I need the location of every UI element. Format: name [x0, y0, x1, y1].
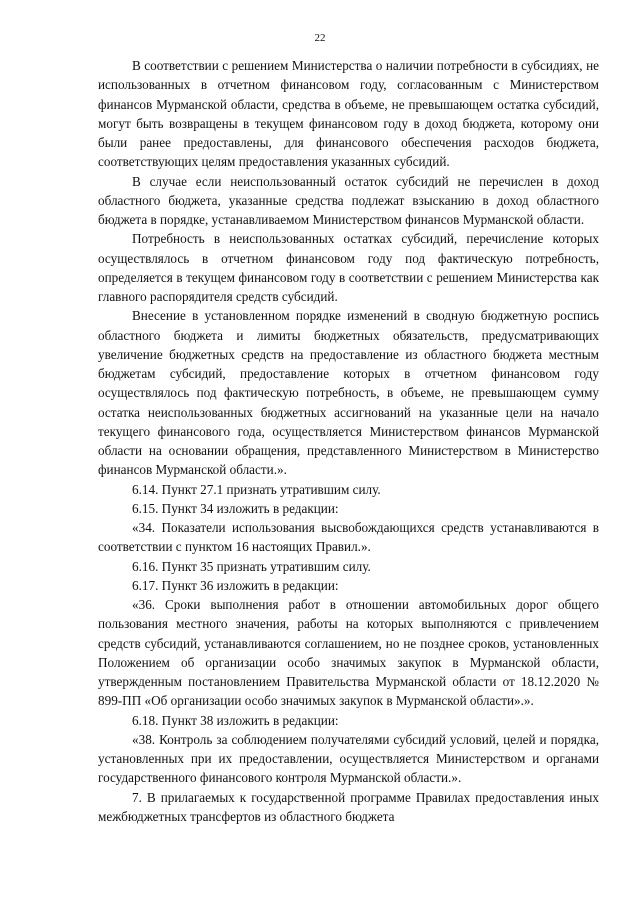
document-body — [98, 56, 599, 826]
page-number: 22 — [314, 32, 326, 44]
paragraph-recovery-of-unused-balance: В случае если неиспользованный остаток субсидий не перечислен в доход областного бюджета, указанные средства подлежат взысканию в доход областного бюджета в порядке, устанавливаемом Министерством финансов Мурманской области. — [98, 173, 599, 227]
paragraph-clause-36: «36. Сроки выполнения работ в отношении автомобильных дорог общего пользования местного значения, работы на которых выполняются с привлечением средств субсидий, устанавливаются соглашением, но не позднее сроков, установленных Положением об организации особо значимых закупок в Мурманской области, утвержденным постановлением Правительства Мурманской области от 18.12.2020 № 899-ПП «Об организации особо значимых закупок в Мурманской области».». — [98, 597, 599, 709]
paragraph-clause-34: «34. Показатели использования высвобождающихся средств устанавливаются в соответствии с пунктом 16 настоящих Правил.». — [98, 520, 599, 555]
paragraph-7: 7. В прилагаемых к государственной программе Правилах предоставления иных межбюджетных трансфертов из областного бюджета — [98, 789, 599, 824]
paragraph-6-15: 6.15. Пункт 34 изложить в редакции: — [132, 500, 339, 516]
paragraph-6-16: 6.16. Пункт 35 признать утратившим силу. — [132, 558, 371, 574]
paragraph-return-of-subsidies: В соответствии с решением Министерства о наличии потребности в субсидиях, не использованных в отчетном финансовом году, согласованным с Министерством финансов Мурманской области, средства в объеме, не превышающем остатка субсидий, могут быть возвращены в текущем финансовом году в доход бюджета, которому они были ранее предоставлены, для финансового обеспечения расходов бюджета, соответствующих целям предоставления указанных субсидий. — [98, 58, 599, 170]
paragraph-6-17: 6.17. Пункт 36 изложить в редакции: — [132, 577, 339, 593]
paragraph-6-14: 6.14. Пункт 27.1 признать утратившим силу. — [132, 481, 381, 497]
paragraph-budget-changes: Внесение в установленном порядке изменений в сводную бюджетную роспись областного бюджета и лимиты бюджетных обязательств, предусматривающих увеличение бюджетных средств на предоставление из областного бюджета местным бюджетам субсидий, предоставление которых в отчетном финансовом году осуществлялось под фактическую потребность, в объеме, не превышающем сумму остатка неиспользованных бюджетных ассигнований на указанные цели на начало текущего финансового года, осуществляется Министерством финансов Мурманской области на основании обращения, представленного Министерством в Министерство финансов Мурманской области.». — [98, 308, 599, 478]
paragraph-6-18: 6.18. Пункт 38 изложить в редакции: — [132, 712, 339, 728]
paragraph-need-determination: Потребность в неиспользованных остатках субсидий, перечисление которых осуществлялось в отчетном финансовом году под фактическую потребность, определяется в текущем финансовом году в соответствии с решением Министерства как главного распорядителя средств субсидий. — [98, 231, 599, 304]
paragraph-clause-38: «38. Контроль за соблюдением получателями субсидий условий, целей и порядка, установленных при их предоставлении, осуществляется Министерством и органами государственного финансового контроля Мурманской области.». — [98, 731, 599, 786]
